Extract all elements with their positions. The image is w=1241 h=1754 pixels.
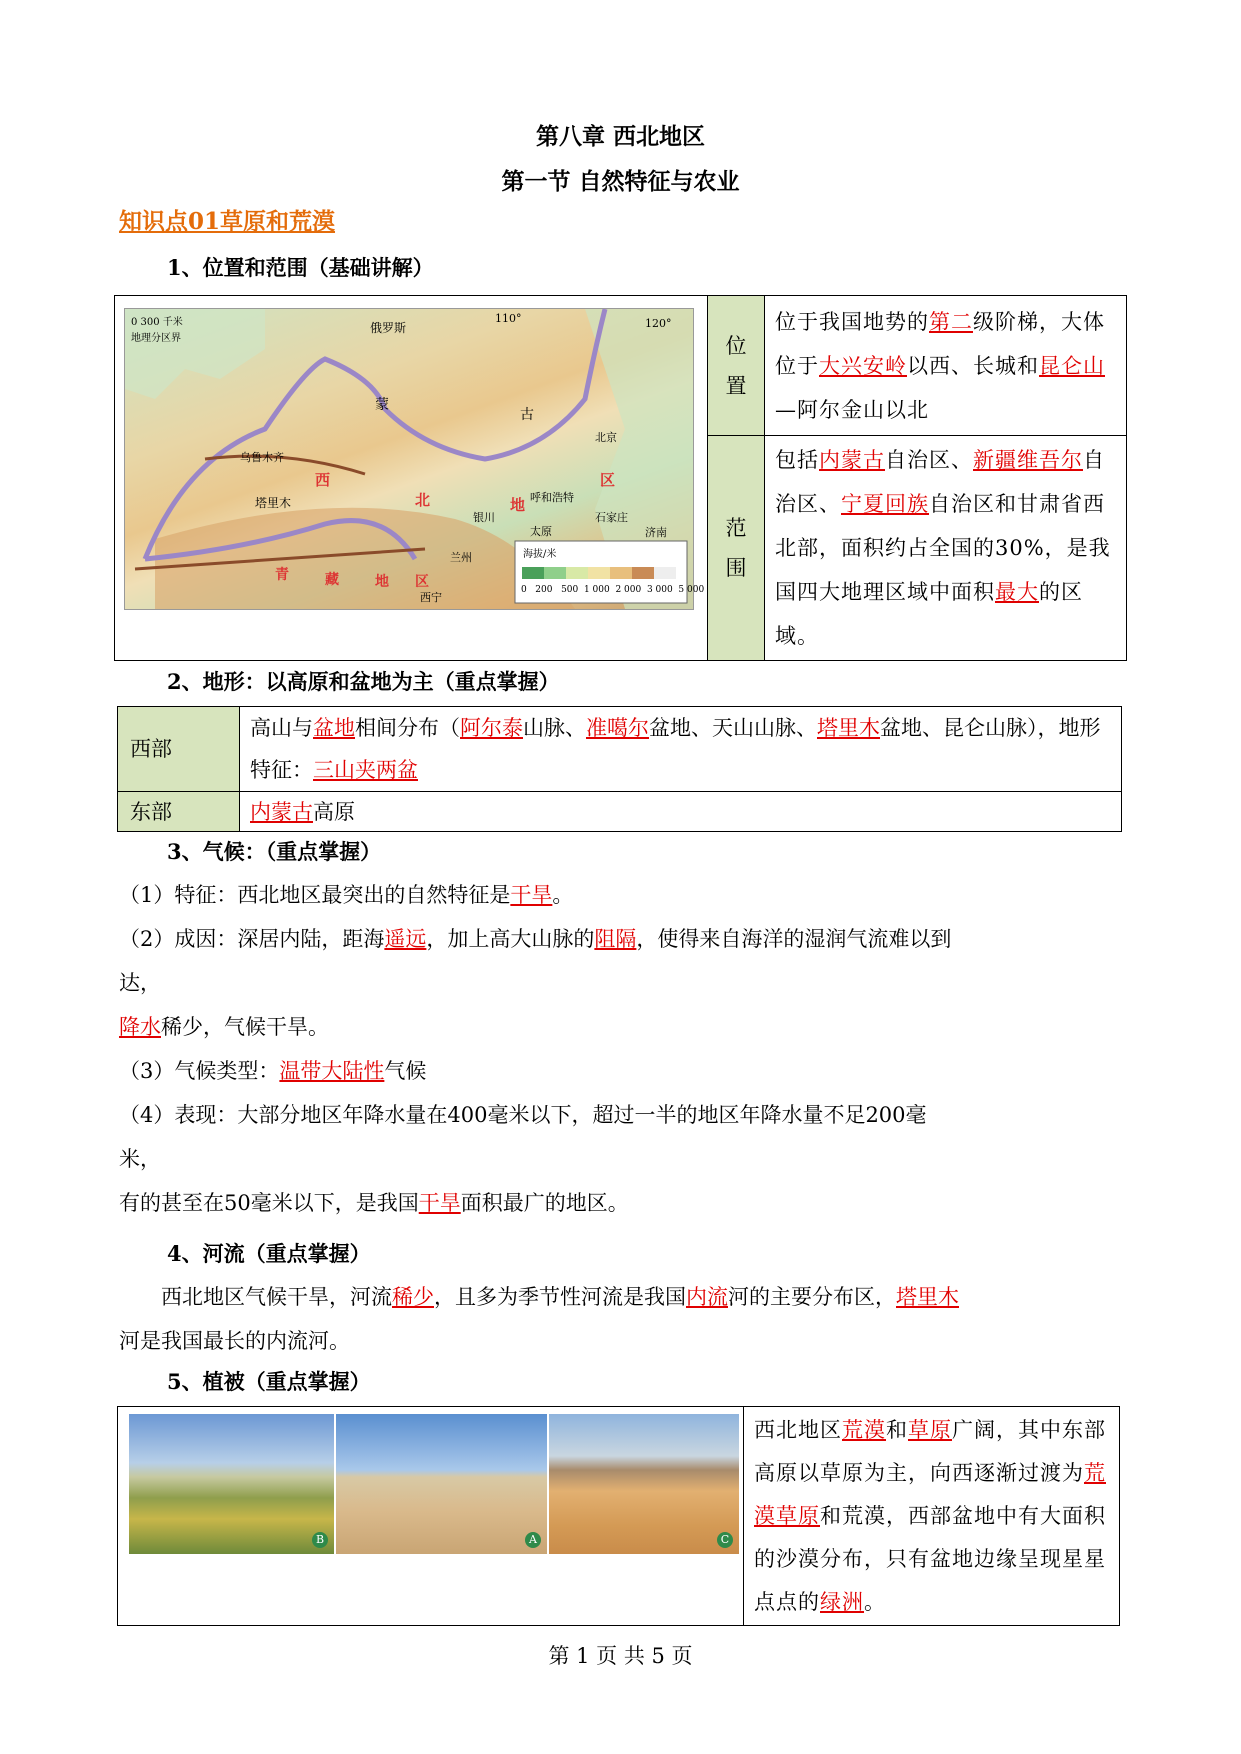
photo-tag: B <box>312 1532 328 1548</box>
map-label: 济南 <box>645 526 667 539</box>
northwest-region-map <box>124 308 705 610</box>
map-label: 太原 <box>530 525 552 538</box>
photo-grassland <box>129 1414 334 1554</box>
map-label: 石家庄 <box>595 511 628 524</box>
range-label: 范 围 <box>708 436 765 661</box>
east-label: 东部 <box>118 792 240 832</box>
map-legend-boundary: 地理分区界 <box>131 333 181 344</box>
map-label: 乌鲁木齐 <box>240 451 284 464</box>
map-label: 区 <box>600 471 616 489</box>
map-label: 蒙 <box>375 397 389 413</box>
map-label: 120° <box>645 317 672 330</box>
map-label: 西宁 <box>420 591 442 604</box>
terrain-table <box>117 706 1122 832</box>
chapter-title: 第八章 西北地区 <box>535 123 705 150</box>
map-label: 西 <box>315 471 331 489</box>
map-label: 地 <box>510 496 526 514</box>
map-label: 古 <box>520 407 534 423</box>
map-label: 110° <box>495 312 522 325</box>
photo-desert-steppe <box>336 1414 547 1554</box>
photo-tag: A <box>525 1532 541 1548</box>
map-label: 银川 <box>473 511 495 524</box>
section-4-heading: 4、河流（重点掌握） <box>167 1241 371 1266</box>
knowledge-point-heading: 知识点01草原和荒漠 <box>119 208 336 235</box>
map-label: 区 <box>415 574 429 590</box>
section-5-heading: 5、植被（重点掌握） <box>167 1369 371 1394</box>
east-text: 内蒙古高原 <box>240 792 1122 832</box>
map-label: 青 <box>275 567 289 583</box>
map-label: 地 <box>375 574 389 590</box>
map-elevation-label: 海拔/米 <box>523 549 557 560</box>
section-1-heading: 1、位置和范围（基础讲解） <box>167 255 434 280</box>
river-text: 西北地区气候干旱，河流稀少，且多为季节性河流是我国内流河的主要分布区，塔里木 河是我国最长的内流河。 <box>119 1285 959 1353</box>
page-number: 第 1 页 共 5 页 <box>548 1644 693 1668</box>
map-label: 兰州 <box>450 551 472 564</box>
map-label: 呼和浩特 <box>530 491 574 504</box>
section-3-heading: 3、气候：（重点掌握） <box>167 839 382 864</box>
vegetation-text: 西北地区荒漠和草原广阔，其中东部高原以草原为主，向西逐渐过渡为荒漠草原和荒漠，西部盆地中有大面积的沙漠分布，只有盆地边缘呈现星星点点的绿洲。 <box>744 1407 1120 1626</box>
position-label: 位 置 <box>708 296 765 436</box>
position-text: 位于我国地势的第二级阶梯，大体位于大兴安岭以西、长城和昆仑山—阿尔金山以北 <box>765 296 1127 436</box>
section-2-heading: 2、地形：以高原和盆地为主（重点掌握） <box>167 669 560 694</box>
west-label: 西部 <box>118 707 240 792</box>
west-text: 高山与盆地相间分布（阿尔泰山脉、准噶尔盆地、天山山脉、塔里木盆地、昆仑山脉），地形特征：三山夹两盆 <box>240 707 1122 792</box>
range-text: 包括内蒙古自治区、新疆维吾尔自治区、宁夏回族自治区和甘肃省西北部，面积约占全国的30%，是我国四大地理区域中面积最大的区域。 <box>765 436 1127 661</box>
map-scale: 0 300 千米 <box>131 317 183 328</box>
map-label: 藏 <box>325 572 339 588</box>
section-title: 第一节 自然特征与农业 <box>501 168 740 195</box>
map-label: 北京 <box>595 431 617 444</box>
map-label: 俄罗斯 <box>370 321 407 335</box>
climate-text: （1）特征：西北地区最突出的自然特征是干旱。 （2）成因：深居内陆，距海遥远，加上高大山脉的阻隔，使得来自海洋的湿润气流难以到 达， 降水稀少，气候干旱。 （3）气候类型：温带大陆性气候 （4）表现：大部分地区年降水量在400毫米以下，超过一半的地区年降水量不足200毫 米， 有的甚至在50毫米以下，是我国干旱面积最广的地区。 <box>119 883 952 1215</box>
photo-tag: C <box>717 1532 733 1548</box>
photo-sand-desert <box>549 1414 739 1554</box>
map-elevation-ticks: 0 200 500 1 000 2 000 3 000 5 000 <box>521 585 705 595</box>
map-label: 北 <box>415 491 431 509</box>
map-label: 塔里木 <box>255 496 292 510</box>
